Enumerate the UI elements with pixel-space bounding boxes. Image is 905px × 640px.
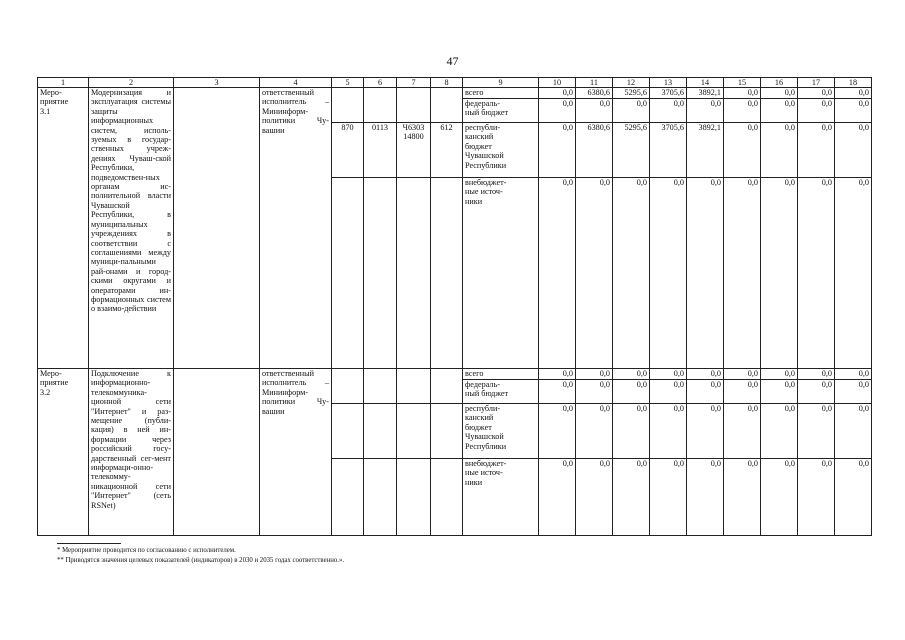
- amount-cell: 0,0: [576, 369, 613, 380]
- footnote-2: ** Приводятся значения целевых показателей (индикаторов) в 2030 и 2035 годах соответственно.».: [57, 557, 345, 564]
- footnote-1: * Мероприятие проводится по согласованию с исполнителем.: [57, 547, 236, 554]
- amount-cell: 0,0: [650, 459, 687, 536]
- amount-cell: 0,0: [835, 380, 872, 404]
- funding-source: республи- канский бюджет Чувашской Республики: [463, 404, 539, 459]
- funding-source: республи- канский бюджет Чувашской Республики: [463, 123, 539, 178]
- code-vr: 612: [431, 123, 463, 178]
- column-number: 16: [761, 78, 798, 88]
- event-name: Модернизация и эксплуатация системы защиты информационных систем, исполь-зуемых в государ-ственных учреж-дениях Чуваш-ской Республики, подведомствен-ных органам ис-полнительной власти Чувашской Республики, в муниципальных учреждениях в соответствии с соглашениями между муници-пальными рай-онами и город-скими округами и операторами ин-формационных систем о взаимо-действии: [89, 88, 174, 369]
- code-blank-cell: [431, 459, 463, 536]
- column-number: 12: [613, 78, 650, 88]
- code-blank-cell: [397, 178, 431, 369]
- executor: ответственный исполнитель – Мининформ-политики Чу-вашии: [260, 88, 332, 369]
- column-number: 1: [38, 78, 89, 88]
- column-number-row: [38, 78, 872, 88]
- amount-cell: 0,0: [650, 404, 687, 459]
- code-blank-cell: [364, 178, 397, 369]
- amount-cell: 0,0: [576, 99, 613, 123]
- amount-cell: 0,0: [687, 404, 724, 459]
- code-rzpr: 0113: [364, 123, 397, 178]
- amount-cell: 3705,6: [650, 88, 687, 99]
- column-number: 10: [539, 78, 576, 88]
- column-number: 17: [798, 78, 835, 88]
- amount-cell: 0,0: [724, 88, 761, 99]
- funding-source: федераль- ный бюджет: [463, 99, 539, 123]
- amount-cell: 0,0: [539, 380, 576, 404]
- event-number: Меро- приятие 3.2: [38, 369, 89, 536]
- amount-cell: 0,0: [576, 404, 613, 459]
- column-number: 6: [364, 78, 397, 88]
- amount-cell: 0,0: [539, 369, 576, 380]
- amount-cell: 0,0: [650, 178, 687, 369]
- amount-cell: 5295,6: [613, 88, 650, 99]
- amount-cell: 0,0: [539, 99, 576, 123]
- amount-cell: 0,0: [835, 459, 872, 536]
- column-number: 4: [260, 78, 332, 88]
- amount-cell: 0,0: [798, 88, 835, 99]
- amount-cell: 0,0: [798, 404, 835, 459]
- amount-cell: 0,0: [687, 369, 724, 380]
- code-blank-cell: [397, 459, 431, 536]
- column-number: 9: [463, 78, 539, 88]
- amount-cell: 0,0: [539, 459, 576, 536]
- amount-cell: 5295,6: [613, 123, 650, 178]
- amount-cell: 0,0: [761, 380, 798, 404]
- amount-cell: 0,0: [761, 369, 798, 380]
- amount-cell: 0,0: [798, 178, 835, 369]
- amount-cell: 0,0: [687, 178, 724, 369]
- code-grbs: 870: [332, 123, 364, 178]
- code-vr: [431, 404, 463, 459]
- amount-cell: 0,0: [761, 404, 798, 459]
- code-blank-cell: [332, 178, 364, 369]
- amount-cell: 0,0: [724, 123, 761, 178]
- amount-cell: 0,0: [835, 99, 872, 123]
- amount-cell: 0,0: [798, 99, 835, 123]
- code-blank-cell: [431, 178, 463, 369]
- amount-cell: 6380,6: [576, 88, 613, 99]
- amount-cell: 0,0: [724, 178, 761, 369]
- code-blank-cell: [332, 369, 364, 404]
- code-blank-cell: [431, 369, 463, 404]
- code-blank-cell: [364, 459, 397, 536]
- funding-source: всего: [463, 369, 539, 380]
- amount-cell: 0,0: [613, 369, 650, 380]
- amount-cell: 0,0: [798, 123, 835, 178]
- footnote-rule: [57, 543, 121, 544]
- amount-cell: 0,0: [724, 369, 761, 380]
- column-number: 2: [89, 78, 174, 88]
- amount-cell: 0,0: [650, 99, 687, 123]
- amount-cell: 0,0: [798, 369, 835, 380]
- amount-cell: 0,0: [613, 178, 650, 369]
- column-number: 15: [724, 78, 761, 88]
- footnotes: [57, 546, 344, 566]
- amount-cell: 0,0: [539, 178, 576, 369]
- amount-cell: 3892,1: [687, 123, 724, 178]
- amount-cell: 3705,6: [650, 123, 687, 178]
- code-blank-cell: [431, 88, 463, 123]
- event-name: Подключение к информационно-телекоммуника-ционной сети "Интернет" и раз-мещение (публи-кация) в ней ин-формации через российский госу-дарственный сег-мент информаци-онно-телекомму-никационной сети "Интернет" (сеть RSNet): [89, 369, 174, 536]
- code-blank-cell: [397, 88, 431, 123]
- code-blank-cell: [332, 459, 364, 536]
- amount-cell: 6380,6: [576, 123, 613, 178]
- amount-cell: 0,0: [835, 178, 872, 369]
- table-row: [38, 88, 872, 99]
- amount-cell: 0,0: [650, 380, 687, 404]
- amount-cell: 0,0: [835, 404, 872, 459]
- amount-cell: 0,0: [724, 99, 761, 123]
- amount-cell: 3892,1: [687, 88, 724, 99]
- code-blank-cell: [364, 369, 397, 404]
- code-grbs: [332, 404, 364, 459]
- amount-cell: 0,0: [539, 88, 576, 99]
- funding-source: внебюджет- ные источ- ники: [463, 459, 539, 536]
- amount-cell: 0,0: [613, 99, 650, 123]
- amount-cell: 0,0: [835, 88, 872, 99]
- funding-source: всего: [463, 88, 539, 99]
- budget-table: [37, 77, 872, 536]
- column-number: 14: [687, 78, 724, 88]
- amount-cell: 0,0: [724, 404, 761, 459]
- column-number: 18: [835, 78, 872, 88]
- table-row: [38, 369, 872, 380]
- code-csr: Ч6303 14800: [397, 123, 431, 178]
- column-3-cell: [174, 88, 260, 369]
- column-number: 3: [174, 78, 260, 88]
- amount-cell: 0,0: [687, 380, 724, 404]
- amount-cell: 0,0: [613, 380, 650, 404]
- executor: ответственный исполнитель – Мининформ-политики Чу-вашии: [260, 369, 332, 536]
- funding-source: внебюджет- ные источ- ники: [463, 178, 539, 369]
- column-number: 13: [650, 78, 687, 88]
- amount-cell: 0,0: [687, 459, 724, 536]
- amount-cell: 0,0: [761, 178, 798, 369]
- funding-source: федераль- ный бюджет: [463, 380, 539, 404]
- amount-cell: 0,0: [687, 99, 724, 123]
- amount-cell: 0,0: [539, 404, 576, 459]
- amount-cell: 0,0: [798, 459, 835, 536]
- event-number: Меро- приятие 3.1: [38, 88, 89, 369]
- amount-cell: 0,0: [576, 178, 613, 369]
- code-rzpr: [364, 404, 397, 459]
- amount-cell: 0,0: [761, 99, 798, 123]
- column-number: 8: [431, 78, 463, 88]
- column-number: 11: [576, 78, 613, 88]
- code-blank-cell: [332, 88, 364, 123]
- amount-cell: 0,0: [576, 459, 613, 536]
- code-blank-cell: [397, 369, 431, 404]
- amount-cell: 0,0: [761, 88, 798, 99]
- amount-cell: 0,0: [724, 459, 761, 536]
- column-number: 5: [332, 78, 364, 88]
- amount-cell: 0,0: [539, 123, 576, 178]
- page-number: 47: [446, 54, 459, 68]
- code-csr: [397, 404, 431, 459]
- amount-cell: 0,0: [613, 404, 650, 459]
- amount-cell: 0,0: [761, 123, 798, 178]
- amount-cell: 0,0: [835, 369, 872, 380]
- amount-cell: 0,0: [798, 380, 835, 404]
- column-3-cell: [174, 369, 260, 536]
- amount-cell: 0,0: [761, 459, 798, 536]
- amount-cell: 0,0: [613, 459, 650, 536]
- code-blank-cell: [364, 88, 397, 123]
- amount-cell: 0,0: [576, 380, 613, 404]
- amount-cell: 0,0: [650, 369, 687, 380]
- amount-cell: 0,0: [835, 123, 872, 178]
- column-number: 7: [397, 78, 431, 88]
- amount-cell: 0,0: [724, 380, 761, 404]
